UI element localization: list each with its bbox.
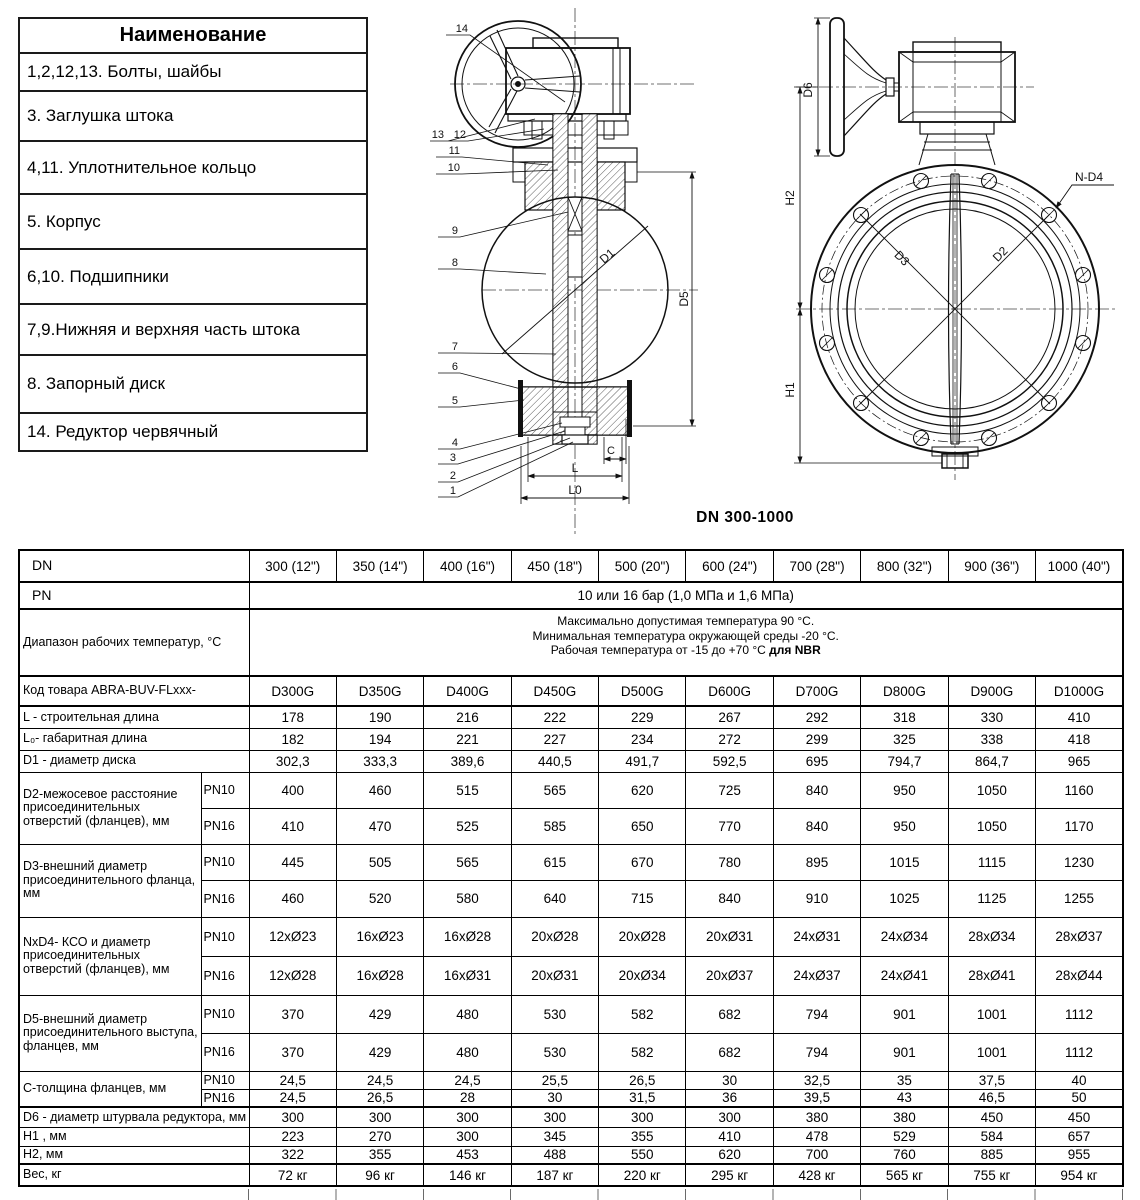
d2-pn16-cell: 1170 <box>1036 808 1123 844</box>
d2-pn10-cell: 460 <box>336 772 423 808</box>
d6-cell: 300 <box>336 1107 423 1127</box>
d1-cell: 592,5 <box>686 750 773 772</box>
row-d5-pn10 <box>19 995 1123 1033</box>
l0-cell: 194 <box>336 728 423 750</box>
d6-cell: 300 <box>599 1107 686 1127</box>
callout-9: 9 <box>451 225 458 237</box>
parts-list-header: Наименование <box>20 19 366 54</box>
parts-list-item: 14. Редуктор червячный <box>27 422 219 441</box>
pn16-label: PN16 <box>201 808 249 844</box>
row-label-c: С-толщина фланцев, мм <box>19 1071 201 1107</box>
l0-cell: 234 <box>599 728 686 750</box>
weight-cell: 220 кг <box>599 1164 686 1186</box>
l-cell: 216 <box>424 706 511 728</box>
h1-cell: 223 <box>249 1127 336 1146</box>
d2-pn10-cell: 400 <box>249 772 336 808</box>
callout-3: 3 <box>449 452 456 464</box>
row-label-d1: D1 - диаметр диска <box>19 750 249 772</box>
dim-label-c: C <box>607 445 615 457</box>
d1-cell: 440,5 <box>511 750 598 772</box>
pn16-label: PN16 <box>201 1089 249 1107</box>
d3-pn16-cell: 715 <box>599 880 686 917</box>
weight-cell: 565 кг <box>861 1164 948 1186</box>
c-pn10-cell: 25,5 <box>511 1071 598 1089</box>
code-cell: D800G <box>861 676 948 706</box>
parts-list-items <box>20 54 366 450</box>
d1-cell: 965 <box>1036 750 1123 772</box>
dim-label-d3: D3 <box>891 247 913 269</box>
callout-14: 14 <box>455 23 468 35</box>
dim-label-l0: L0 <box>568 483 582 497</box>
h2-cell: 453 <box>424 1146 511 1164</box>
d5-pn10-cell: 1112 <box>1036 995 1123 1033</box>
d3-pn16-cell: 1125 <box>948 880 1035 917</box>
d6-cell: 300 <box>424 1107 511 1127</box>
d5-pn16-cell: 1112 <box>1036 1033 1123 1071</box>
row-label-d3: D3-внешний диаметр присоединительного фланца, мм <box>19 844 201 917</box>
h2-cell: 700 <box>773 1146 860 1164</box>
h1-cell: 345 <box>511 1127 598 1146</box>
d6-cell: 300 <box>686 1107 773 1127</box>
d5-pn16-cell: 582 <box>599 1033 686 1071</box>
d5-pn10-cell: 530 <box>511 995 598 1033</box>
dn-cell: 600 (24") <box>686 550 773 582</box>
d5-pn10-cell: 901 <box>861 995 948 1033</box>
nxd4-pn16-cell: 24xØ37 <box>773 956 860 995</box>
row-label-temperature: Диапазон рабочих температур, °С <box>19 609 249 676</box>
dn-cell: 450 (18") <box>511 550 598 582</box>
parts-list-item: 6,10. Подшипники <box>20 250 366 305</box>
d6-cell: 300 <box>511 1107 598 1127</box>
dim-label-h2: H2 <box>783 190 797 206</box>
row-h1 <box>19 1127 1123 1146</box>
d3-pn16-cell: 1025 <box>861 880 948 917</box>
spec-table <box>18 549 1124 1187</box>
temp-line-3 <box>250 643 1122 658</box>
d3-pn10-cell: 615 <box>511 844 598 880</box>
c-pn10-cell: 35 <box>861 1071 948 1089</box>
nxd4-pn16-cell: 16xØ28 <box>336 956 423 995</box>
nxd4-pn16-cell: 20xØ34 <box>599 956 686 995</box>
l-cell: 190 <box>336 706 423 728</box>
h1-cell: 478 <box>773 1127 860 1146</box>
row-label-h2: H2, мм <box>19 1146 249 1164</box>
row-d2-pn10 <box>19 772 1123 808</box>
d3-pn16-cell: 460 <box>249 880 336 917</box>
row-nxd4-pn10 <box>19 917 1123 956</box>
weight-cell: 755 кг <box>948 1164 1035 1186</box>
row-d1 <box>19 750 1123 772</box>
parts-list-item: 4,11. Уплотнительное кольцо <box>20 142 366 195</box>
nxd4-pn10-cell: 20xØ28 <box>511 917 598 956</box>
callout-13: 13 <box>431 129 444 141</box>
c-pn16-cell: 31,5 <box>599 1089 686 1107</box>
pn-value: 10 или 16 бар (1,0 МПа и 1,6 МПа) <box>249 582 1123 609</box>
weight-cell: 96 кг <box>336 1164 423 1186</box>
bolt-callout-nd4 <box>1056 185 1114 208</box>
d3-pn16-cell: 640 <box>511 880 598 917</box>
parts-list-item: 8. Запорный диск <box>20 356 366 414</box>
pn16-label: PN16 <box>201 880 249 917</box>
l0-cell: 338 <box>948 728 1035 750</box>
l-cell: 222 <box>511 706 598 728</box>
pn10-label: PN10 <box>201 917 249 956</box>
l-cell: 330 <box>948 706 1035 728</box>
dn-cell: 900 (36") <box>948 550 1035 582</box>
callout-10: 10 <box>447 162 460 174</box>
d3-pn10-cell: 895 <box>773 844 860 880</box>
code-cell: D350G <box>336 676 423 706</box>
d5-pn10-cell: 429 <box>336 995 423 1033</box>
d2-pn10-cell: 1160 <box>1036 772 1123 808</box>
dn-cell: 700 (28") <box>773 550 860 582</box>
d5-pn10-cell: 370 <box>249 995 336 1033</box>
d2-pn16-cell: 650 <box>599 808 686 844</box>
nxd4-pn10-cell: 20xØ28 <box>599 917 686 956</box>
h1-cell: 584 <box>948 1127 1035 1146</box>
d3-pn10-cell: 1230 <box>1036 844 1123 880</box>
dim-label-d6: D6 <box>801 82 815 98</box>
d3-pn10-cell: 670 <box>599 844 686 880</box>
row-product-code <box>19 676 1123 706</box>
row-label-h1: H1 , мм <box>19 1127 249 1146</box>
dn-cell: 300 (12") <box>249 550 336 582</box>
d2-pn16-cell: 950 <box>861 808 948 844</box>
row-d6 <box>19 1107 1123 1127</box>
d6-cell: 450 <box>948 1107 1035 1127</box>
row-label-d5: D5-внешний диаметр присоединительного выступа, фланцев, мм <box>19 995 201 1071</box>
d2-pn16-cell: 470 <box>336 808 423 844</box>
c-pn10-cell: 26,5 <box>599 1071 686 1089</box>
code-cell: D700G <box>773 676 860 706</box>
nxd4-pn10-cell: 16xØ23 <box>336 917 423 956</box>
callout-11: 11 <box>448 145 460 157</box>
dn-cell: 350 (14") <box>336 550 423 582</box>
l0-cell: 182 <box>249 728 336 750</box>
d2-pn16-cell: 410 <box>249 808 336 844</box>
d3-pn10-cell: 780 <box>686 844 773 880</box>
c-pn16-cell: 28 <box>424 1089 511 1107</box>
d2-pn16-cell: 585 <box>511 808 598 844</box>
l-cell: 292 <box>773 706 860 728</box>
c-pn16-cell: 30 <box>511 1089 598 1107</box>
dim-label-l: L <box>571 461 579 475</box>
weight-cell: 146 кг <box>424 1164 511 1186</box>
d1-cell: 491,7 <box>599 750 686 772</box>
nxd4-pn10-cell: 20xØ31 <box>686 917 773 956</box>
d1-cell: 864,7 <box>948 750 1035 772</box>
code-cell: D600G <box>686 676 773 706</box>
d2-pn16-cell: 1050 <box>948 808 1035 844</box>
c-pn16-cell: 24,5 <box>249 1089 336 1107</box>
d2-pn10-cell: 1050 <box>948 772 1035 808</box>
l0-cell: 221 <box>424 728 511 750</box>
row-label-pn: PN <box>19 582 249 609</box>
c-pn10-cell: 24,5 <box>336 1071 423 1089</box>
row-label-product-code: Код товара ABRA-BUV-FLxxx- <box>19 676 249 706</box>
l-cell: 318 <box>861 706 948 728</box>
parts-list-item: 3. Заглушка штока <box>20 92 366 142</box>
d3-pn16-cell: 840 <box>686 880 773 917</box>
c-pn10-cell: 30 <box>686 1071 773 1089</box>
row-pn <box>19 582 1123 609</box>
weight-cell: 954 кг <box>1036 1164 1123 1186</box>
l0-cell: 418 <box>1036 728 1123 750</box>
parts-list-item: 7,9.Нижняя и верхняя часть штока <box>20 305 366 356</box>
pn16-label: PN16 <box>201 956 249 995</box>
d2-pn10-cell: 565 <box>511 772 598 808</box>
nxd4-pn16-cell: 20xØ37 <box>686 956 773 995</box>
d3-pn10-cell: 565 <box>424 844 511 880</box>
d5-pn16-cell: 682 <box>686 1033 773 1071</box>
l-cell: 410 <box>1036 706 1123 728</box>
l-cell: 178 <box>249 706 336 728</box>
dim-label-d2: D2 <box>989 243 1011 265</box>
d5-pn16-cell: 1001 <box>948 1033 1035 1071</box>
code-cell: D400G <box>424 676 511 706</box>
d6-cell: 380 <box>861 1107 948 1127</box>
code-cell: D900G <box>948 676 1035 706</box>
nxd4-pn16-cell: 24xØ41 <box>861 956 948 995</box>
d2-pn10-cell: 515 <box>424 772 511 808</box>
gearbox-front-view <box>899 42 1015 165</box>
nxd4-pn10-cell: 28xØ37 <box>1036 917 1123 956</box>
d6-cell: 380 <box>773 1107 860 1127</box>
weight-cell: 295 кг <box>686 1164 773 1186</box>
d3-pn16-cell: 580 <box>424 880 511 917</box>
h1-cell: 410 <box>686 1127 773 1146</box>
temp-line-1: Максимально допустимая температура 90 °С. <box>557 614 815 628</box>
h2-cell: 760 <box>861 1146 948 1164</box>
row-temperature <box>19 609 1123 676</box>
nxd4-pn10-cell: 16xØ28 <box>424 917 511 956</box>
row-label-l0: L₀- габаритная длина <box>19 728 249 750</box>
table-edge-stubs <box>248 1189 1123 1200</box>
row-l0 <box>19 728 1123 750</box>
valve-front-view-drawing <box>772 2 1140 502</box>
dn-cell: 400 (16") <box>424 550 511 582</box>
row-h2 <box>19 1146 1123 1164</box>
dn-cell: 500 (20") <box>599 550 686 582</box>
nxd4-pn16-cell: 12xØ28 <box>249 956 336 995</box>
d2-pn10-cell: 950 <box>861 772 948 808</box>
row-label-d6: D6 - диаметр штурвала редуктора, мм <box>19 1107 249 1127</box>
c-pn16-cell: 39,5 <box>773 1089 860 1107</box>
pn10-label: PN10 <box>201 844 249 880</box>
h2-cell: 620 <box>686 1146 773 1164</box>
h1-cell: 355 <box>599 1127 686 1146</box>
temp-line-2: Минимальная температура окружающей среды -20 °С. <box>532 628 839 643</box>
callout-8: 8 <box>451 257 458 269</box>
d5-pn16-cell: 794 <box>773 1033 860 1071</box>
parts-list-item: 5. Корпус <box>20 195 366 250</box>
d1-cell: 695 <box>773 750 860 772</box>
nxd4-pn10-cell: 24xØ31 <box>773 917 860 956</box>
c-pn16-cell: 50 <box>1036 1089 1123 1107</box>
h2-cell: 955 <box>1036 1146 1123 1164</box>
nxd4-pn16-cell: 20xØ31 <box>511 956 598 995</box>
row-d3-pn10 <box>19 844 1123 880</box>
d5-pn10-cell: 1001 <box>948 995 1035 1033</box>
dim-label-d1: D1 <box>596 245 618 267</box>
c-pn10-cell: 24,5 <box>424 1071 511 1089</box>
d3-pn16-cell: 910 <box>773 880 860 917</box>
h1-cell: 300 <box>424 1127 511 1146</box>
row-label-nxd4: NxD4- КСО и диаметр присоединительных отверстий (фланцев), мм <box>19 917 201 995</box>
nxd4-pn16-cell: 28xØ41 <box>948 956 1035 995</box>
callout-5: 5 <box>451 395 458 407</box>
pn10-label: PN10 <box>201 995 249 1033</box>
row-label-d2: D2-межосевое расстояние присоединительных отверстий (фланцев), мм <box>19 772 201 844</box>
callout-4: 4 <box>451 437 458 449</box>
drawing-caption: DN 300-1000 <box>696 509 794 526</box>
d5-pn16-cell: 370 <box>249 1033 336 1071</box>
valve-cross-section-drawing <box>398 2 770 542</box>
parts-list-table <box>18 17 368 452</box>
d3-pn10-cell: 505 <box>336 844 423 880</box>
d3-pn16-cell: 520 <box>336 880 423 917</box>
d3-pn16-cell: 1255 <box>1036 880 1123 917</box>
d2-pn16-cell: 770 <box>686 808 773 844</box>
callout-12: 12 <box>453 129 466 141</box>
d5-pn16-cell: 901 <box>861 1033 948 1071</box>
d6-cell: 450 <box>1036 1107 1123 1127</box>
dim-label-d5: D5 <box>677 291 691 307</box>
h2-cell: 550 <box>599 1146 686 1164</box>
callout-2: 2 <box>449 470 456 482</box>
pn10-label: PN10 <box>201 1071 249 1089</box>
pn10-label: PN10 <box>201 772 249 808</box>
l0-cell: 325 <box>861 728 948 750</box>
nxd4-pn16-cell: 28xØ44 <box>1036 956 1123 995</box>
dn-cell: 1000 (40") <box>1036 550 1123 582</box>
dim-label-nd4: N-D4 <box>1075 170 1104 184</box>
l0-cell: 272 <box>686 728 773 750</box>
d1-cell: 794,7 <box>861 750 948 772</box>
l0-cell: 227 <box>511 728 598 750</box>
d5-pn16-cell: 480 <box>424 1033 511 1071</box>
weight-cell: 72 кг <box>249 1164 336 1186</box>
c-pn10-cell: 32,5 <box>773 1071 860 1089</box>
l0-cell: 299 <box>773 728 860 750</box>
row-c-pn10 <box>19 1071 1123 1089</box>
d2-pn10-cell: 620 <box>599 772 686 808</box>
h2-cell: 322 <box>249 1146 336 1164</box>
l-cell: 229 <box>599 706 686 728</box>
h1-cell: 270 <box>336 1127 423 1146</box>
h1-cell: 529 <box>861 1127 948 1146</box>
row-label-l: L - строительная длина <box>19 706 249 728</box>
d1-cell: 302,3 <box>249 750 336 772</box>
d6-cell: 300 <box>249 1107 336 1127</box>
row-dn <box>19 550 1123 582</box>
d5-pn10-cell: 582 <box>599 995 686 1033</box>
temp-line-3-text: Рабочая температура от -15 до +70 °С <box>550 643 770 657</box>
h1-cell: 657 <box>1036 1127 1123 1146</box>
h2-cell: 488 <box>511 1146 598 1164</box>
callout-7: 7 <box>451 341 458 353</box>
h2-cell: 355 <box>336 1146 423 1164</box>
code-cell: D300G <box>249 676 336 706</box>
d5-pn16-cell: 429 <box>336 1033 423 1071</box>
code-cell: D1000G <box>1036 676 1123 706</box>
nxd4-pn10-cell: 24xØ34 <box>861 917 948 956</box>
l-cell: 267 <box>686 706 773 728</box>
d5-pn10-cell: 480 <box>424 995 511 1033</box>
d5-pn10-cell: 794 <box>773 995 860 1033</box>
d3-pn10-cell: 1115 <box>948 844 1035 880</box>
d2-pn10-cell: 725 <box>686 772 773 808</box>
d5-pn10-cell: 682 <box>686 995 773 1033</box>
parts-list-item: 1,2,12,13. Болты, шайбы <box>20 54 366 92</box>
c-pn10-cell: 24,5 <box>249 1071 336 1089</box>
row-weight <box>19 1164 1123 1186</box>
code-cell: D450G <box>511 676 598 706</box>
row-label-dn: DN <box>19 550 249 582</box>
d2-pn10-cell: 840 <box>773 772 860 808</box>
nxd4-pn16-cell: 16xØ31 <box>424 956 511 995</box>
h2-cell: 885 <box>948 1146 1035 1164</box>
weight-cell: 428 кг <box>773 1164 860 1186</box>
c-pn16-cell: 43 <box>861 1089 948 1107</box>
pn16-label: PN16 <box>201 1033 249 1071</box>
d5-pn16-cell: 530 <box>511 1033 598 1071</box>
d2-pn16-cell: 840 <box>773 808 860 844</box>
c-pn10-cell: 37,5 <box>948 1071 1035 1089</box>
d1-cell: 333,3 <box>336 750 423 772</box>
temperature-value <box>249 609 1123 676</box>
c-pn16-cell: 26,5 <box>336 1089 423 1107</box>
temp-line-3-bold: для NBR <box>769 643 821 657</box>
weight-cell: 187 кг <box>511 1164 598 1186</box>
nxd4-pn10-cell: 28xØ34 <box>948 917 1035 956</box>
c-pn16-cell: 36 <box>686 1089 773 1107</box>
c-pn16-cell: 46,5 <box>948 1089 1035 1107</box>
dim-label-h1: H1 <box>783 382 797 398</box>
d3-pn10-cell: 445 <box>249 844 336 880</box>
callout-6: 6 <box>451 361 458 373</box>
nxd4-pn10-cell: 12xØ23 <box>249 917 336 956</box>
c-pn10-cell: 40 <box>1036 1071 1123 1089</box>
dn-cell: 800 (32") <box>861 550 948 582</box>
callout-1: 1 <box>449 485 456 497</box>
d3-pn10-cell: 1015 <box>861 844 948 880</box>
code-cell: D500G <box>599 676 686 706</box>
row-l <box>19 706 1123 728</box>
d2-pn16-cell: 525 <box>424 808 511 844</box>
row-label-weight: Вес, кг <box>19 1164 249 1186</box>
d1-cell: 389,6 <box>424 750 511 772</box>
